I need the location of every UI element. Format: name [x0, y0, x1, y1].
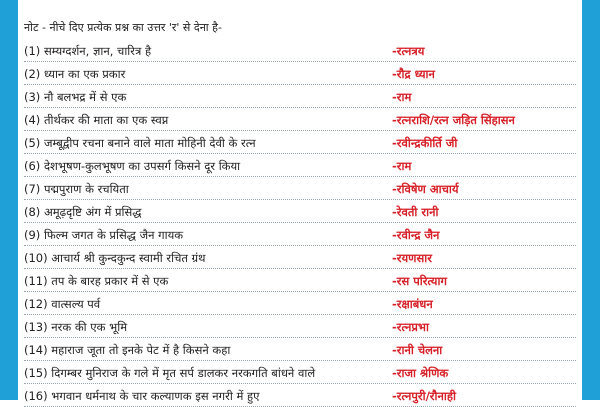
question-row	[24, 40, 576, 62]
row-divider	[24, 245, 576, 246]
answer-text: -राम	[392, 159, 412, 173]
answer-text: -रत्नपुरी/रौनाही	[392, 389, 456, 403]
answer-text: -रत्नप्रभा	[392, 320, 429, 334]
row-divider	[24, 199, 576, 200]
answer-text: -राजा श्रेणिक	[392, 366, 449, 380]
row-divider	[24, 61, 576, 62]
question-row	[24, 270, 576, 292]
answer-text: -रविषेण आचार्य	[392, 182, 459, 196]
answer-text: -रयणसार	[392, 251, 432, 265]
question-text: (5) जम्बूद्वीप रचना बनाने वाले माता मोहिनी देवी के रत्न	[24, 136, 256, 150]
answer-text: -रानी चेलना	[392, 343, 443, 357]
question-row	[24, 132, 576, 154]
row-divider	[24, 153, 576, 154]
answer-text: -रत्नत्रय	[392, 44, 425, 58]
question-text: (12) वात्सल्य पर्व	[24, 297, 101, 311]
instruction-note: नोट - नीचे दिए प्रत्येक प्रश्न का उत्तर 'र' से देना है-	[24, 21, 222, 34]
row-divider	[24, 107, 576, 108]
row-divider	[24, 268, 576, 269]
row-divider	[24, 337, 576, 338]
question-row	[24, 362, 576, 384]
question-text: (9) फिल्म जगत के प्रसिद्ध जैन गायक	[24, 228, 184, 242]
row-divider	[24, 222, 576, 223]
question-row	[24, 247, 576, 269]
answer-text: -रवीन्द्रकीर्ति जी	[392, 136, 458, 150]
question-text: (11) तप के बारह प्रकार में से एक	[24, 274, 169, 288]
row-divider	[24, 176, 576, 177]
question-text: (13) नरक की एक भूमि	[24, 320, 128, 334]
question-row	[24, 86, 576, 108]
answer-text: -रवीन्द्र जैन	[392, 228, 440, 242]
question-text: (3) नौ बलभद्र में से एक	[24, 90, 127, 104]
row-divider	[24, 291, 576, 292]
question-row	[24, 63, 576, 85]
answer-text: -रत्नराशि/रत्न जड़ित सिंहासन	[392, 113, 515, 127]
answer-text: -रस परित्याग	[392, 274, 447, 288]
row-divider	[24, 314, 576, 315]
question-text: (1) सम्यग्दर्शन, ज्ञान, चारित्र है	[24, 44, 152, 58]
question-text: (10) आचार्य श्री कुन्दकुन्द स्वामी रचित ग्रंथ	[24, 251, 206, 265]
row-divider	[24, 130, 576, 131]
answer-text: -राम	[392, 90, 412, 104]
question-text: (16) भगवान धर्मनाथ के चार कल्याणक इस नगरी में हुए	[24, 389, 260, 403]
answer-text: -रेवती रानी	[392, 205, 439, 219]
question-row	[24, 201, 576, 223]
row-divider	[24, 383, 576, 384]
row-divider	[24, 84, 576, 85]
question-text: (15) दिगम्बर मुनिराज के गले में मृत सर्प डालकर नरकगति बांधने वाले	[24, 366, 316, 380]
question-text: (2) ध्यान का एक प्रकार	[24, 67, 126, 81]
question-row	[24, 339, 576, 361]
question-row	[24, 155, 576, 177]
question-row	[24, 109, 576, 131]
question-row	[24, 316, 576, 338]
answer-text: -रक्षाबंधन	[392, 297, 433, 311]
answer-text: -रौद्र ध्यान	[392, 67, 435, 81]
question-text: (6) देशभूषण-कुलभूषण का उपसर्ग किसने दूर किया	[24, 159, 241, 173]
question-row	[24, 178, 576, 200]
question-text: (14) महाराज जूता तो इनके पेट में है किसने कहा	[24, 343, 231, 357]
question-text: (8) अमूढ़दृष्टि अंग में प्रसिद्ध	[24, 205, 142, 219]
question-text: (4) तीर्थकर की माता का एक स्वप्न	[24, 113, 169, 127]
question-row	[24, 224, 576, 246]
question-text: (7) पद्मपुराण के रचयिता	[24, 182, 129, 196]
question-row	[24, 385, 576, 407]
question-row	[24, 293, 576, 315]
row-divider	[24, 360, 576, 361]
